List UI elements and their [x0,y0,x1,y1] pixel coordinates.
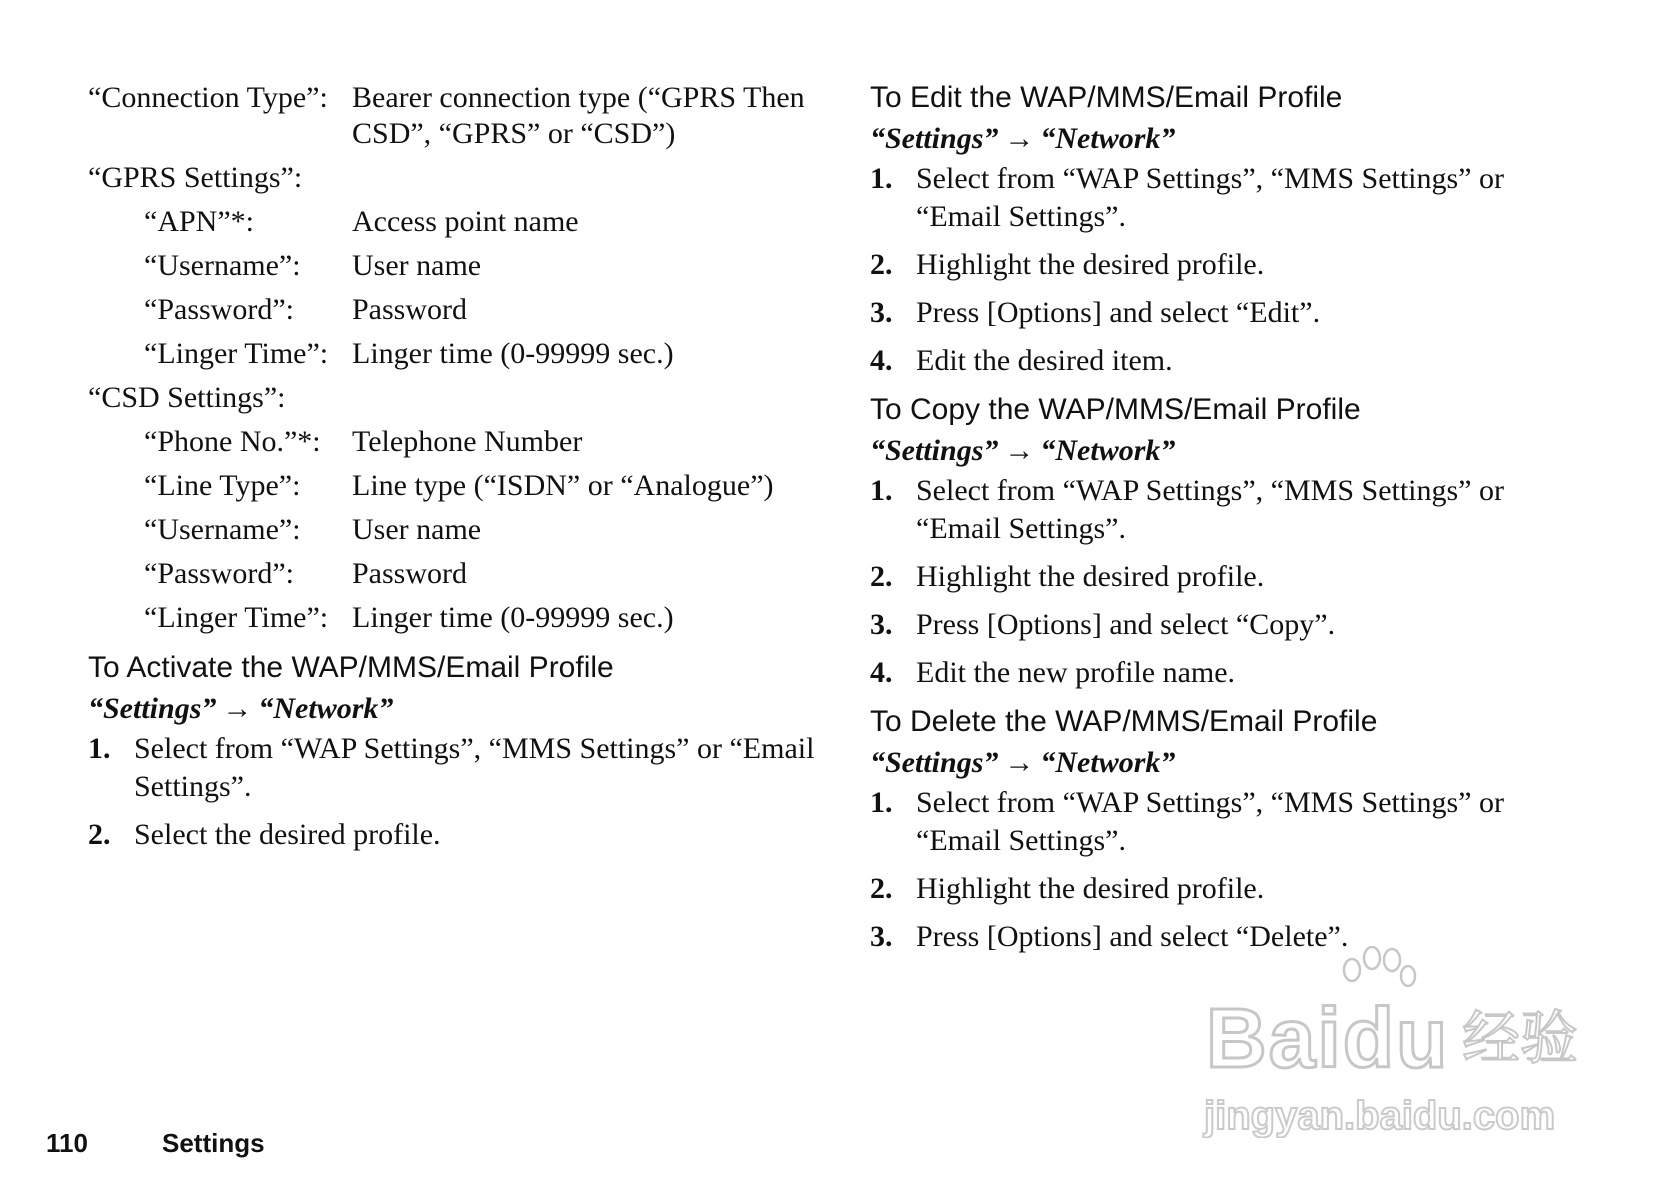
definition-row [88,424,828,468]
step-number: 3. [870,608,893,641]
step-number: 2. [870,872,893,905]
step-list [870,784,1590,956]
definition-term: “Username”: [144,513,301,546]
menu-path-to: “Network” [1040,122,1176,155]
menu-path-from: “Settings” [88,692,217,725]
step-text: Highlight the desired profile. [916,248,1265,281]
definition-term: “GPRS Settings”: [88,161,303,194]
definition-term: “Linger Time”: [144,337,329,370]
step-text: Edit the new profile name. [916,656,1236,689]
step-item [88,730,828,806]
step-item [870,246,1590,284]
left-column [88,80,828,866]
step-text: Select the desired profile. [134,818,441,851]
baidu-watermark [1196,946,1596,1146]
step-number: 3. [870,296,893,329]
step-item [88,816,828,854]
arrow-icon: → [1004,434,1035,467]
step-text: Highlight the desired profile. [916,560,1265,593]
definition-description: User name [352,513,482,546]
step-number: 1. [870,474,893,507]
step-number: 3. [870,920,893,953]
step-number: 2. [870,248,893,281]
menu-path-to: “Network” [258,692,394,725]
definition-term: “Line Type”: [144,469,301,502]
menu-path-to: “Network” [1040,746,1176,779]
step-number: 1. [88,732,111,765]
definition-term: “Linger Time”: [144,601,329,634]
step-text: Select from “WAP Settings”, “MMS Settings” or “Email Settings”. [916,162,1504,233]
section-heading: To Activate the WAP/MMS/Email Profile [88,651,614,684]
step-item [870,654,1590,692]
step-text: Select from “WAP Settings”, “MMS Settings” or “Email Settings”. [916,474,1504,545]
definition-row [88,160,828,204]
step-number: 2. [870,560,893,593]
definition-term: “Connection Type”: [88,81,328,114]
step-text: Press [Options] and select “Delete”. [916,920,1349,953]
section-heading: To Copy the WAP/MMS/Email Profile [870,393,1361,426]
menu-path [870,433,1590,469]
definition-row [88,556,828,600]
arrow-icon: → [1004,122,1035,155]
footer-section-title: Settings [162,1128,265,1158]
definition-term: “Phone No.”*: [144,425,321,458]
definition-row [88,336,828,380]
step-list [88,730,828,854]
definition-description: Access point name [352,205,579,238]
definition-description: User name [352,249,482,282]
definition-description: Password [352,557,468,590]
step-item [870,160,1590,236]
definition-description: Bearer connection type (“GPRS Then CSD”, “GPRS” or “CSD”) [352,81,805,150]
delete-profile-section [870,704,1590,956]
watermark-cjk: 经验 [1462,1004,1579,1072]
step-text: Highlight the desired profile. [916,872,1265,905]
step-item [870,558,1590,596]
step-number: 1. [870,162,893,195]
step-item [870,472,1590,548]
step-number: 4. [870,344,893,377]
edit-profile-section [870,80,1590,380]
definition-term: “APN”*: [144,205,254,238]
definition-term: “Password”: [144,557,294,590]
definition-description: Line type (“ISDN” or “Analogue”) [352,469,774,502]
arrow-icon: → [222,692,253,725]
watermark-url: jingyan.baidu.com [1204,1094,1556,1138]
menu-path [870,745,1590,781]
arrow-icon: → [1004,746,1035,779]
section-heading: To Edit the WAP/MMS/Email Profile [870,81,1343,114]
menu-path-to: “Network” [1040,434,1176,467]
step-text: Select from “WAP Settings”, “MMS Settings” or “Email Settings”. [916,786,1504,857]
definition-description: Linger time (0-99999 sec.) [352,337,674,370]
definition-description: Telephone Number [352,425,583,458]
watermark-brand: Baidu [1206,991,1450,1085]
definition-description: Password [352,293,468,326]
definition-row [88,380,828,424]
step-text: Select from “WAP Settings”, “MMS Settings” or “Email Settings”. [134,732,815,803]
definition-row [88,512,828,556]
definition-row [88,292,828,336]
definition-description: Linger time (0-99999 sec.) [352,601,674,634]
page-number: 110 [46,1128,88,1158]
definition-row [88,248,828,292]
definition-term: “Password”: [144,293,294,326]
definition-row [88,204,828,248]
menu-path-from: “Settings” [870,434,999,467]
definition-term: “CSD Settings”: [88,381,286,414]
activate-profile-section [88,650,828,854]
step-text: Press [Options] and select “Edit”. [916,296,1321,329]
menu-path [870,121,1590,157]
menu-path-from: “Settings” [870,122,999,155]
step-list [870,472,1590,692]
step-item [870,784,1590,860]
page-footer [46,1128,265,1158]
step-text: Edit the desired item. [916,344,1173,377]
definition-row [88,468,828,512]
menu-path-from: “Settings” [870,746,999,779]
definition-term: “Username”: [144,249,301,282]
step-item [870,870,1590,908]
step-number: 2. [88,818,111,851]
step-item [870,294,1590,332]
section-heading: To Delete the WAP/MMS/Email Profile [870,705,1378,738]
step-number: 4. [870,656,893,689]
definition-row [88,600,828,644]
step-item [870,606,1590,644]
copy-profile-section [870,392,1590,692]
settings-definition-list [88,80,828,644]
step-item [870,342,1590,380]
step-text: Press [Options] and select “Copy”. [916,608,1336,641]
step-number: 1. [870,786,893,819]
step-list [870,160,1590,380]
right-column [870,80,1590,968]
definition-row [88,80,828,160]
menu-path [88,691,828,727]
